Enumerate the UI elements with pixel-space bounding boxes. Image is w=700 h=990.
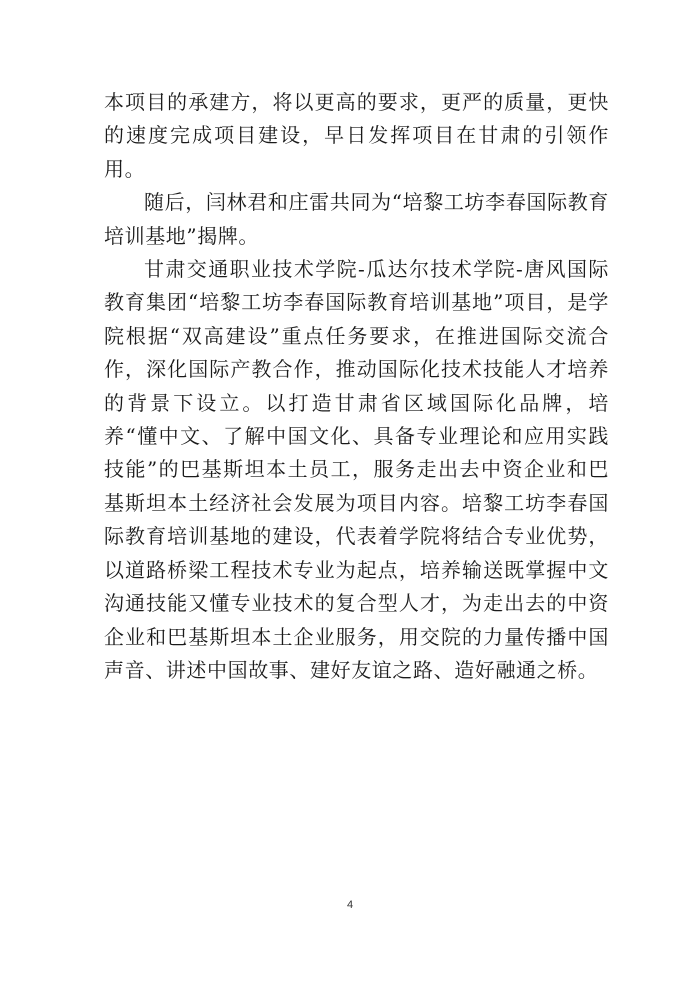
page-number: 4 [346,899,354,911]
paragraph-3: 甘肃交通职业技术学院-瓜达尔技术学院-唐风国际教育集团“培黎工坊李春国际教育培训基地”项目，是学院根据“双高建设”重点任务要求，在推进国际交流合作，深化国际产教合作，推动国际化技术技能人才培养的背景下设立。以打造甘肃省区域国际化品牌，培养“懂中文、了解中国文化、具备专业理论和应用实践技能”的巴基斯坦本土员工，服务走出去中资企业和巴基斯坦本土经济社会发展为项目内容。培黎工坊李春国际教育培训基地的建设，代表着学院将结合专业优势，以道路桥梁工程技术专业为起点，培养输送既掌握中文沟通技能又懂专业技术的复合型人才，为走出去的中资企业和巴基斯坦本土企业服务，用交院的力量传播中国声音、讲述中国故事、建好友谊之路、造好融通之桥。 [104,257,609,682]
document-body [104,86,609,687]
paragraph-1: 本项目的承建方，将以更高的要求，更严的质量，更快的速度完成项目建设，早日发挥项目在甘肃的引领作用。 [104,90,609,181]
paragraph-2: 随后，闫林君和庄雷共同为“培黎工坊李春国际教育培训基地”揭牌。 [104,190,609,248]
